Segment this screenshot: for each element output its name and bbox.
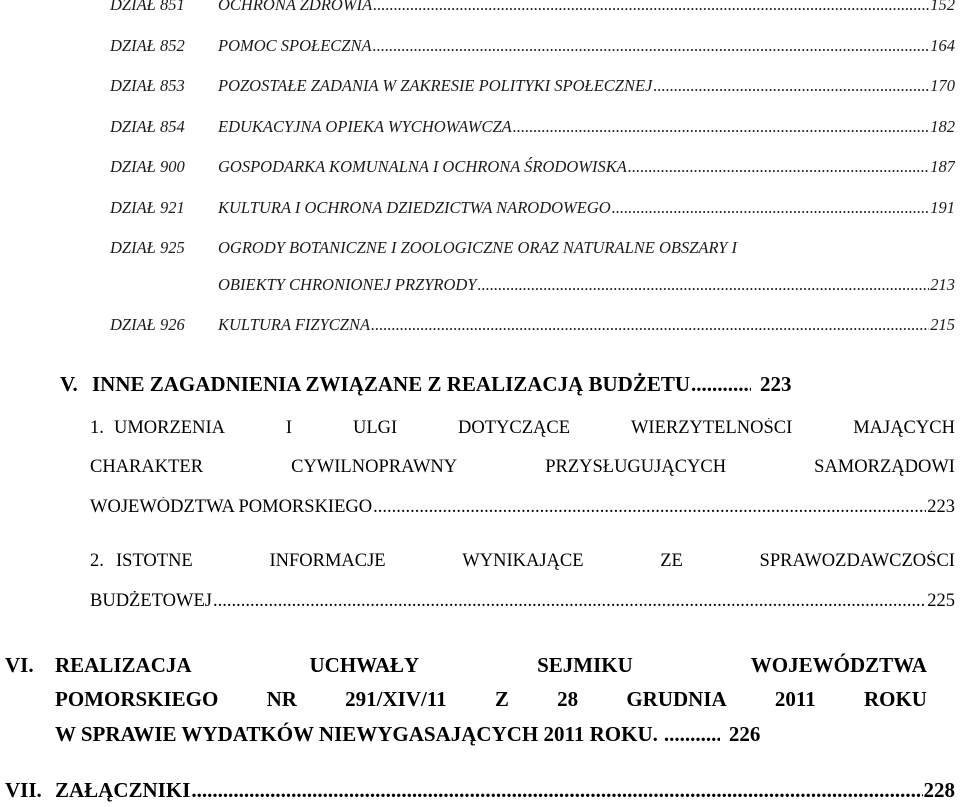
toc-chapter-title-line2 [55,687,955,712]
word: UMORZENIA [114,418,225,438]
toc-subentry-number: 1. [90,418,104,438]
toc-entry-label: DZIAŁ 853 [110,76,185,95]
word: REALIZACJA [55,653,192,677]
toc-entry-title: KULTURA I OCHRONA DZIEDZICTWA NARODOWEGO [218,198,611,217]
word: ISTOTNE [116,551,193,571]
word: POMORSKIEGO [55,687,219,711]
toc-chapter-number: VII. [5,778,42,802]
toc-entry-page: 164 [930,36,955,55]
toc-entry-title-line1: OGRODY BOTANICZNE I ZOOLOGICZNE ORAZ NATURALNE OBSZARY I [218,238,738,257]
toc-chapter-page: 223 [760,372,792,396]
word: WOJEWÓDZTWA [750,653,927,677]
toc-leader-dots [513,117,930,137]
word: I [285,418,293,438]
word: SAMORZĄDOWI [814,457,955,477]
toc-chapter-title: ZAŁĄCZNIKI [55,778,191,802]
toc-chapter-number: V. [60,372,78,396]
toc-entry-page: 170 [930,76,955,95]
toc-chapter-5[interactable] [60,372,955,397]
toc-chapter-6-line2[interactable] [55,687,955,712]
toc-leader-dots [213,591,926,612]
word: CYWILNOPRAWNY [291,457,458,477]
toc-chapter-title-line3: W SPRAWIE WYDATKÓW NIEWYGASAJĄCYCH 2011 ROKU. [55,722,658,746]
toc-leader-dots [653,76,929,96]
toc-subentry-title-line3: WOJEWÓDZTWA POMORSKIEGO [90,497,373,517]
word: SPRAWOZDAWCZOŚCI [759,551,955,571]
toc-entry-label: DZIAŁ 851 [110,0,185,14]
word: PRZYSŁUGUJĄCYCH [545,457,727,477]
toc-entry-page: 152 [930,0,955,14]
toc-entry-page: 182 [930,117,955,136]
toc-entry-label: DZIAŁ 926 [110,315,185,334]
toc-chapter-title: INNE ZAGADNIENIA ZWIĄZANE Z REALIZACJĄ BUDŻETU [92,372,691,396]
toc-entry-dzial-853[interactable] [110,76,955,96]
toc-chapter-7[interactable] [5,778,955,803]
toc-entry-title: POZOSTAŁE ZADANIA W ZAKRESIE POLITYKI SPOŁECZNEJ [218,76,653,95]
toc-leader-dots [373,0,929,15]
toc-leader-dots [612,198,930,218]
toc-subentry-5-2[interactable] [90,551,955,572]
toc-leader-dots [628,157,929,177]
toc-entry-dzial-851[interactable] [110,0,955,15]
toc-chapter-6[interactable] [5,653,955,678]
toc-subentry-5-2-line2[interactable] [90,591,955,612]
toc-entry-title-line2: OBIEKTY CHRONIONEJ PRZYRODY [218,275,477,294]
toc-chapter-title-line1 [55,653,955,678]
toc-entry-title: EDUKACYJNA OPIEKA WYCHOWAWCZA [218,117,512,136]
toc-subentry-5-1-line3[interactable] [90,497,955,518]
toc-entry-dzial-852[interactable] [110,36,955,56]
word: ZE [660,551,683,571]
word: WIERZYTELNOŚCI [630,418,793,438]
toc-entry-label: DZIAŁ 900 [110,157,185,176]
toc-leader-dots [664,722,720,747]
toc-entry-title: OCHRONA ZDROWIA [218,0,373,14]
word: GRUDNIA [626,687,727,711]
toc-subentry-title-line2 [90,457,955,478]
word: WYNIKAJĄCE [462,551,584,571]
word: DOTYCZĄCE [458,418,571,438]
toc-leader-dots [373,36,930,56]
toc-subentry-title-line2: BUDŻETOWEJ [90,591,212,611]
toc-chapter-6-line3[interactable] [55,722,955,747]
toc-entry-label: DZIAŁ 854 [110,117,185,136]
toc-entry-page: 215 [930,315,955,334]
word: NR [266,687,297,711]
word: ROKU [863,687,927,711]
toc-entry-dzial-900[interactable] [110,157,955,177]
toc-subentry-number: 2. [90,551,104,571]
toc-subentry-page: 223 [927,497,955,517]
toc-entry-page: 187 [930,157,955,176]
toc-leader-dots [191,778,922,803]
toc-entry-dzial-921[interactable] [110,198,955,218]
toc-leader-dots [691,372,751,397]
toc-subentry-page: 225 [927,591,955,611]
word: INFORMACJE [269,551,386,571]
word: 2011 [774,687,816,711]
toc-entry-dzial-925-cont[interactable] [218,275,955,295]
toc-subentry-title-line1 [116,551,955,572]
toc-entry-dzial-926[interactable] [110,315,955,335]
word: UCHWAŁY [309,653,420,677]
word: CHARAKTER [90,457,204,477]
toc-chapter-number: VI. [5,653,34,677]
word: Z [494,687,509,711]
toc-entry-page: 213 [930,275,955,294]
toc-leader-dots [373,497,926,518]
word: SEJMIKU [537,653,633,677]
toc-leader-dots [478,275,930,295]
toc-entry-label: DZIAŁ 921 [110,198,185,217]
toc-entry-dzial-854[interactable] [110,117,955,137]
toc-chapter-page: 228 [923,778,955,802]
toc-entry-dzial-925[interactable] [110,238,955,258]
toc-entry-label: DZIAŁ 852 [110,36,185,55]
toc-subentry-5-1[interactable] [90,418,955,439]
toc-subentry-title-line1 [114,418,955,439]
word: ULGI [352,418,398,438]
word: MAJĄCYCH [853,418,955,438]
toc-entry-label: DZIAŁ 925 [110,238,185,257]
word: 28 [557,687,579,711]
toc-chapter-page: 226 [728,722,761,746]
toc-entry-page: 191 [930,198,955,217]
toc-leader-dots [371,315,929,335]
toc-entry-title: KULTURA FIZYCZNA [218,315,371,334]
toc-subentry-5-1-line2[interactable] [90,457,955,478]
toc-entry-title: POMOC SPOŁECZNA [218,36,372,55]
toc-entry-title: GOSPODARKA KOMUNALNA I OCHRONA ŚRODOWISKA [218,157,627,176]
word: 291/XIV/11 [345,687,447,711]
